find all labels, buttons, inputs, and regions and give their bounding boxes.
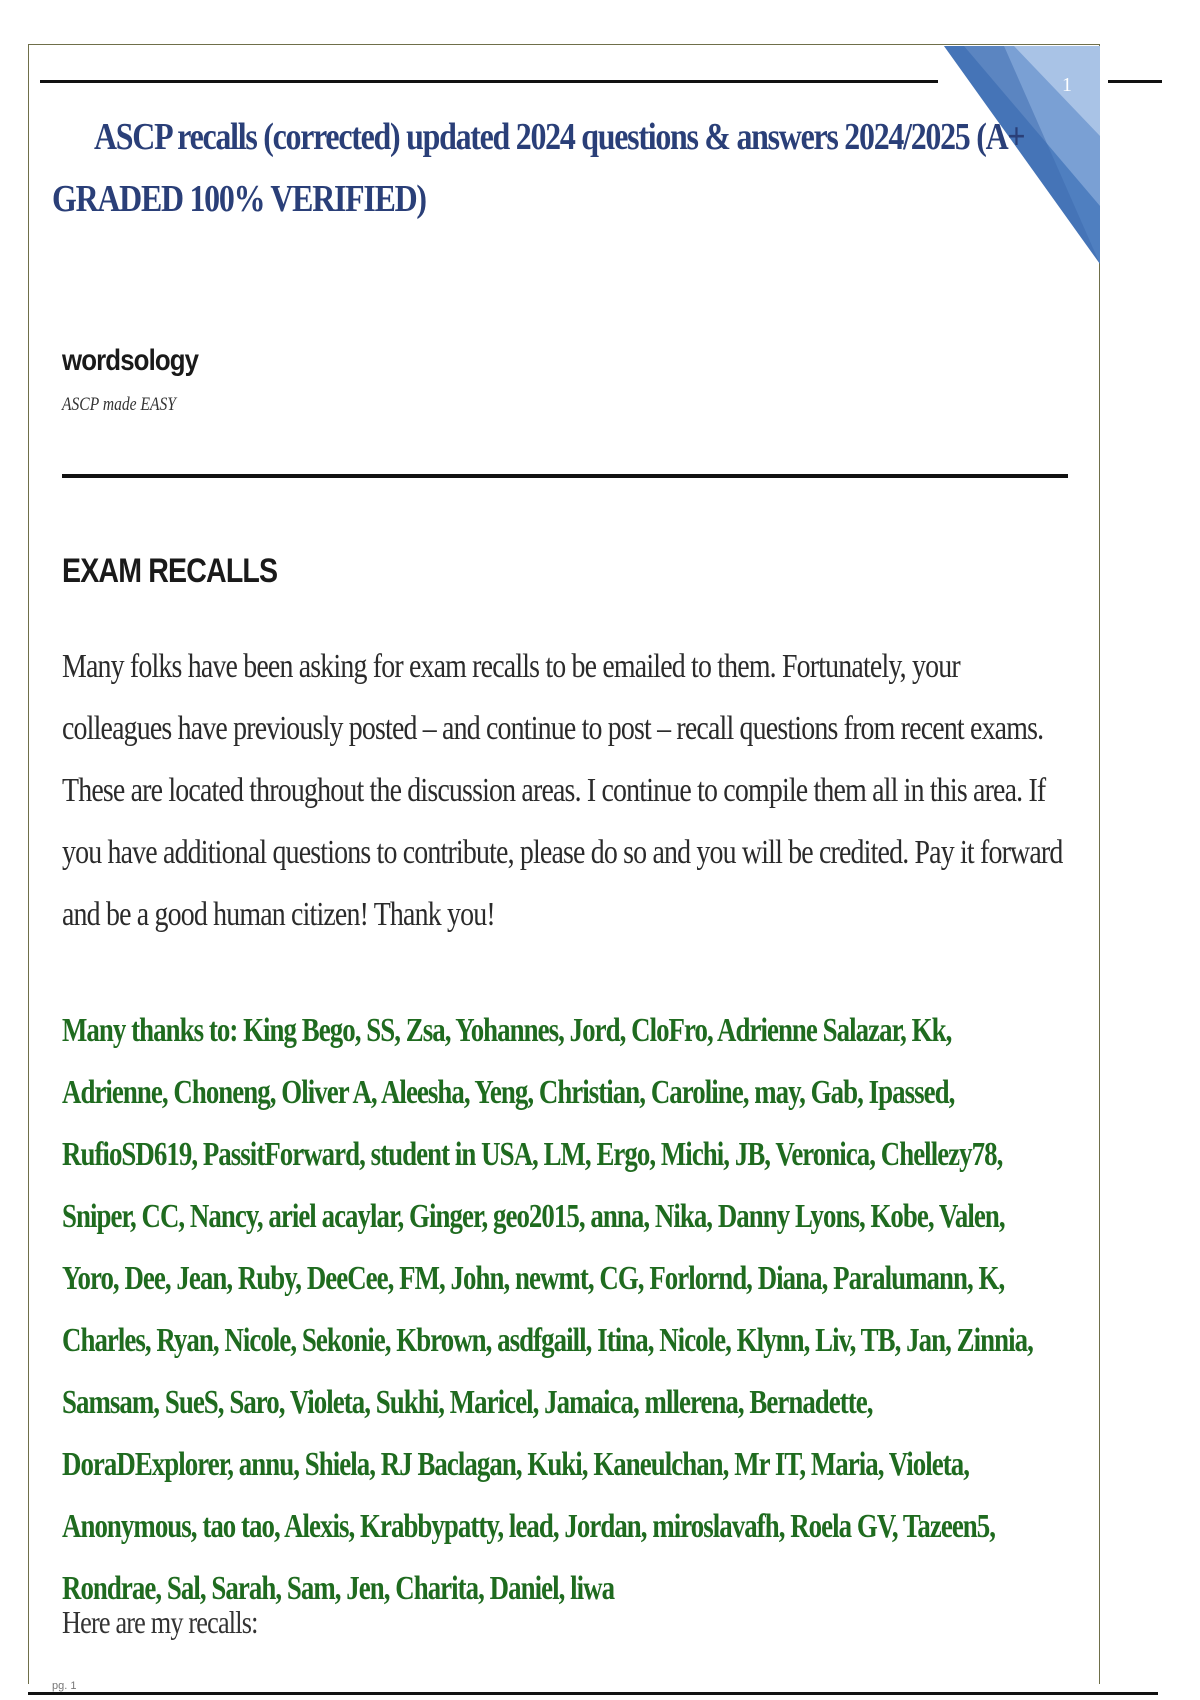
intro-paragraph: Many folks have been asking for exam recalls to be emailed to them. Fortunately, your colleagues have previously posted – and continue to post – recall questions from recent exams. These are located throughout the discussion areas. I continue to compile them all in this area. If you have additional questions to contribute, please do so and you will be credited. Pay it forward and be a good human citizen! Thank you! (62, 648, 1063, 933)
closing-line: Here are my recalls: (62, 1604, 258, 1640)
footer-page-mark: pg. 1 (52, 1680, 77, 1692)
brand-name: wordsology (62, 344, 199, 377)
top-rule-right (1108, 80, 1162, 83)
top-rule (40, 80, 938, 83)
bottom-rule (28, 1692, 1158, 1695)
page-number: 1 (1062, 74, 1072, 96)
thanks-paragraph: Many thanks to: King Bego, SS, Zsa, Yohannes, Jord, CloFro, Adrienne Salazar, Kk, Adrienne, Choneng, Oliver A, Aleesha, Yeng, Christian, Caroline, may, Gab, Ipassed, RufioSD619, PassitForward, student in USA, LM, Ergo, Michi, JB, Veronica, Chellezy78, Sniper, CC, Nancy, ariel acaylar, Ginger, geo2015, anna, Nika, Danny Lyons, Kobe, Valen, Yoro, Dee, Jean, Ruby, DeeCee, FM, John, newmt, CG, Forlornd, Diana, Paralumann, K, Charles, Ryan, Nicole, Sekonie, Kbrown, asdfgaill, Itina, Nicole, Klynn, Liv, TB, Jan, Zinnia, Samsam, SueS, Saro, Violeta, Sukhi, Maricel, Jamaica, mllerena, Bernadette, DoraDExplorer, annu, Shiela, RJ Baclagan, Kuki, Kaneulchan, Mr IT, Maria, Violeta, Anonymous, tao tao, Alexis, Krabbypatty, lead, Jordan, miroslavafh, Roela GV, Tazeen5, Rondrae, Sal, Sarah, Sam, Jen, Charita, Daniel, liwa (62, 1012, 1033, 1607)
brand-tagline: ASCP made EASY (62, 394, 176, 415)
header-divider (62, 474, 1068, 478)
document-title: ASCP recalls (corrected) updated 2024 questions & answers 2024/2025 (A+ GRADED 100% VERIFIED) (52, 116, 1025, 220)
section-heading: EXAM RECALLS (62, 552, 278, 590)
